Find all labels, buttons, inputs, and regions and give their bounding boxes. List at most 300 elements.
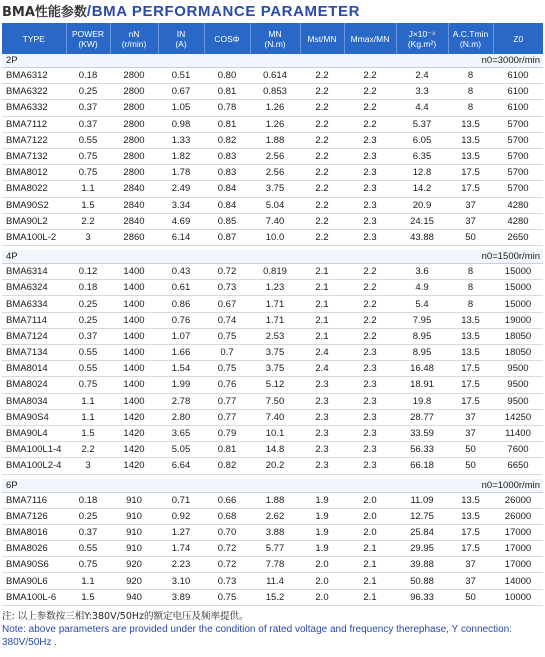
table-cell: 1.66	[158, 345, 204, 361]
motor-type-cell: BMA7134	[2, 345, 66, 361]
table-cell: 2.2	[300, 84, 344, 100]
table-cell: 5700	[493, 116, 543, 132]
table-cell: 1.74	[158, 541, 204, 557]
table-cell: 7600	[493, 442, 543, 458]
table-cell: 2.3	[344, 361, 396, 377]
table-row	[2, 280, 543, 296]
table-row	[2, 345, 543, 361]
table-row	[2, 573, 543, 589]
table-cell: 2.2	[344, 264, 396, 280]
table-cell: 0.86	[158, 296, 204, 312]
table-cell: 2.3	[344, 213, 396, 229]
table-cell: 2.3	[344, 181, 396, 197]
motor-type-cell: BMA90S4	[2, 409, 66, 425]
table-row	[2, 68, 543, 84]
table-cell: 0.76	[204, 377, 250, 393]
table-cell: 3.75	[250, 181, 300, 197]
table-row	[2, 442, 543, 458]
table-cell: 2800	[110, 84, 158, 100]
table-row	[2, 393, 543, 409]
table-cell: 2.0	[300, 573, 344, 589]
table-cell: 1.78	[158, 165, 204, 181]
motor-type-cell: BMA7124	[2, 328, 66, 344]
table-cell: 5700	[493, 181, 543, 197]
table-cell: 17.5	[448, 524, 493, 540]
column-header-label: TYPE	[22, 33, 45, 44]
table-cell: 0.67	[158, 84, 204, 100]
table-cell: 3.10	[158, 573, 204, 589]
table-cell: 0.37	[66, 328, 110, 344]
table-cell: 910	[110, 508, 158, 524]
table-cell: 11400	[493, 425, 543, 441]
table-cell: 4280	[493, 197, 543, 213]
column-header-label: A.C.Tmin	[452, 28, 489, 39]
table-cell: 7.50	[250, 393, 300, 409]
table-cell: 5.05	[158, 442, 204, 458]
table-cell: 8.95	[396, 345, 448, 361]
table-cell: 2840	[110, 213, 158, 229]
table-cell: 17.5	[448, 361, 493, 377]
table-cell: 6650	[493, 458, 543, 474]
table-cell: 17.5	[448, 393, 493, 409]
table-cell: 2.0	[344, 524, 396, 540]
table-cell: 7.78	[250, 557, 300, 573]
table-cell: 37	[448, 197, 493, 213]
table-cell: 2.2	[344, 280, 396, 296]
table-cell: 6.14	[158, 229, 204, 245]
table-cell: 0.68	[204, 508, 250, 524]
table-cell: 1.9	[300, 508, 344, 524]
table-cell: 1.71	[250, 296, 300, 312]
table-cell: 0.84	[204, 181, 250, 197]
table-cell: 13.5	[448, 508, 493, 524]
table-cell: 50	[448, 442, 493, 458]
table-cell: 2.2	[300, 229, 344, 245]
performance-table	[2, 23, 543, 606]
table-cell: 2.1	[300, 328, 344, 344]
table-cell: 0.81	[204, 116, 250, 132]
column-header	[493, 23, 543, 54]
table-cell: 1.26	[250, 116, 300, 132]
motor-type-cell: BMA90L4	[2, 425, 66, 441]
motor-type-cell: BMA7126	[2, 508, 66, 524]
table-row	[2, 264, 543, 280]
table-cell: 13.5	[448, 312, 493, 328]
table-cell: 0.79	[204, 425, 250, 441]
table-cell: 2.3	[344, 393, 396, 409]
table-cell: 0.18	[66, 68, 110, 84]
table-cell: 0.55	[66, 345, 110, 361]
synchronous-speed-label: n0=1000r/min	[158, 479, 543, 493]
table-cell: 1420	[110, 425, 158, 441]
table-cell: 0.37	[66, 116, 110, 132]
footnote	[2, 610, 543, 649]
table-cell: 16.48	[396, 361, 448, 377]
table-cell: 0.61	[158, 280, 204, 296]
table-cell: 2.2	[344, 312, 396, 328]
table-cell: 50	[448, 458, 493, 474]
table-cell: 2.3	[344, 197, 396, 213]
table-cell: 0.7	[204, 345, 250, 361]
table-cell: 5.37	[396, 116, 448, 132]
table-cell: 1.5	[66, 589, 110, 605]
column-header-unit: (N.m)	[264, 38, 286, 49]
table-cell: 2.3	[300, 393, 344, 409]
table-cell: 3.3	[396, 84, 448, 100]
table-row	[2, 377, 543, 393]
table-cell: 0.71	[158, 492, 204, 508]
table-row	[2, 229, 543, 245]
table-cell: 2840	[110, 181, 158, 197]
table-row	[2, 508, 543, 524]
table-cell: 3	[66, 458, 110, 474]
table-cell: 10000	[493, 589, 543, 605]
motor-type-cell: BMA100L-2	[2, 229, 66, 245]
table-cell: 2.3	[344, 425, 396, 441]
table-cell: 43.88	[396, 229, 448, 245]
motor-type-cell: BMA8016	[2, 524, 66, 540]
table-cell: 8	[448, 100, 493, 116]
table-cell: 26000	[493, 508, 543, 524]
table-cell: 29.95	[396, 541, 448, 557]
table-cell: 17.5	[448, 377, 493, 393]
table-cell: 0.75	[204, 328, 250, 344]
table-cell: 2800	[110, 68, 158, 84]
table-cell: 5.4	[396, 296, 448, 312]
table-cell: 20.9	[396, 197, 448, 213]
motor-type-cell: BMA6312	[2, 68, 66, 84]
table-cell: 7.40	[250, 409, 300, 425]
table-cell: 0.70	[204, 524, 250, 540]
table-cell: 0.819	[250, 264, 300, 280]
page-title	[0, 0, 545, 23]
table-cell: 0.67	[204, 296, 250, 312]
table-cell: 37	[448, 213, 493, 229]
table-cell: 0.55	[66, 132, 110, 148]
motor-type-cell: BMA6332	[2, 100, 66, 116]
column-header-label: nN	[128, 28, 140, 39]
table-cell: 37	[448, 425, 493, 441]
table-cell: 1400	[110, 296, 158, 312]
table-cell: 0.74	[204, 312, 250, 328]
pole-label: 4P	[2, 250, 158, 264]
motor-type-cell: BMA8012	[2, 165, 66, 181]
table-row	[2, 213, 543, 229]
table-cell: 0.55	[66, 361, 110, 377]
table-cell: 2.3	[344, 229, 396, 245]
table-cell: 910	[110, 524, 158, 540]
table-cell: 0.81	[204, 442, 250, 458]
motor-type-cell: BMA90S6	[2, 557, 66, 573]
table-row	[2, 328, 543, 344]
table-cell: 2800	[110, 116, 158, 132]
motor-type-cell: BMA7132	[2, 148, 66, 164]
column-header	[110, 23, 158, 54]
table-cell: 13.5	[448, 345, 493, 361]
table-row	[2, 148, 543, 164]
column-header-unit: (Kg.m²)	[407, 38, 437, 49]
motor-type-cell: BMA8022	[2, 181, 66, 197]
table-cell: 0.77	[204, 409, 250, 425]
table-cell: 17000	[493, 541, 543, 557]
table-cell: 5.77	[250, 541, 300, 557]
pole-label: 6P	[2, 479, 158, 493]
table-cell: 2.1	[344, 557, 396, 573]
table-cell: 10.1	[250, 425, 300, 441]
table-cell: 2.2	[300, 116, 344, 132]
table-cell: 2.1	[344, 573, 396, 589]
table-cell: 15.2	[250, 589, 300, 605]
table-row	[2, 361, 543, 377]
table-cell: 39.88	[396, 557, 448, 573]
table-cell: 14000	[493, 573, 543, 589]
motor-type-cell: BMA8024	[2, 377, 66, 393]
table-cell: 2.2	[344, 68, 396, 84]
table-cell: 1400	[110, 312, 158, 328]
table-cell: 4280	[493, 213, 543, 229]
table-cell: 8	[448, 280, 493, 296]
table-cell: 0.72	[204, 264, 250, 280]
table-cell: 2.0	[344, 508, 396, 524]
table-cell: 37	[448, 573, 493, 589]
table-cell: 0.80	[204, 68, 250, 84]
table-cell: 2.1	[300, 280, 344, 296]
table-cell: 2.2	[66, 442, 110, 458]
footnote-en: Note: above parameters are provided under the condition of rated voltage and frequency therephase, Y connection: 380V/50Hz .	[2, 623, 512, 648]
table-cell: 2800	[110, 165, 158, 181]
table-cell: 13.5	[448, 328, 493, 344]
motor-type-cell: BMA7122	[2, 132, 66, 148]
table-row	[2, 409, 543, 425]
table-cell: 3.6	[396, 264, 448, 280]
table-cell: 2840	[110, 197, 158, 213]
table-cell: 2.3	[344, 148, 396, 164]
table-cell: 1.88	[250, 492, 300, 508]
table-cell: 8	[448, 84, 493, 100]
table-cell: 13.5	[448, 492, 493, 508]
table-cell: 6.64	[158, 458, 204, 474]
table-cell: 50	[448, 229, 493, 245]
table-cell: 1.82	[158, 148, 204, 164]
table-cell: 2.4	[396, 68, 448, 84]
table-cell: 2.2	[344, 328, 396, 344]
table-cell: 12.8	[396, 165, 448, 181]
table-cell: 1.5	[66, 425, 110, 441]
table-cell: 0.25	[66, 312, 110, 328]
motor-type-cell: BMA7112	[2, 116, 66, 132]
table-cell: 1.07	[158, 328, 204, 344]
table-cell: 920	[110, 573, 158, 589]
table-cell: 1.9	[300, 492, 344, 508]
table-cell: 940	[110, 589, 158, 605]
table-cell: 2.3	[344, 165, 396, 181]
column-header-unit: (r/min)	[121, 38, 147, 49]
table-cell: 2.3	[300, 442, 344, 458]
table-cell: 2.2	[300, 213, 344, 229]
table-cell: 1.9	[300, 541, 344, 557]
table-cell: 1400	[110, 377, 158, 393]
table-cell: 4.9	[396, 280, 448, 296]
table-cell: 37	[448, 409, 493, 425]
table-row	[2, 181, 543, 197]
motor-type-cell: BMA8026	[2, 541, 66, 557]
column-header	[204, 23, 250, 54]
table-cell: 7.95	[396, 312, 448, 328]
column-header	[158, 23, 204, 54]
title-en: /BMA PERFORMANCE PARAMETER	[86, 3, 361, 20]
table-cell: 0.72	[204, 541, 250, 557]
table-row	[2, 541, 543, 557]
table-cell: 0.75	[66, 557, 110, 573]
column-header	[66, 23, 110, 54]
table-cell: 2860	[110, 229, 158, 245]
table-cell: 2.3	[344, 442, 396, 458]
table-cell: 0.37	[66, 100, 110, 116]
motor-type-cell: BMA7114	[2, 312, 66, 328]
motor-type-cell: BMA6322	[2, 84, 66, 100]
table-cell: 2.3	[300, 409, 344, 425]
table-cell: 37	[448, 557, 493, 573]
table-cell: 2.2	[344, 84, 396, 100]
table-cell: 0.82	[204, 132, 250, 148]
table-body	[2, 54, 543, 605]
table-cell: 0.72	[204, 557, 250, 573]
table-row	[2, 116, 543, 132]
table-cell: 6.35	[396, 148, 448, 164]
table-cell: 17000	[493, 557, 543, 573]
motor-type-cell: BMA6334	[2, 296, 66, 312]
table-cell: 9500	[493, 377, 543, 393]
column-header-label: Mst/MN	[307, 33, 337, 44]
table-cell: 2.2	[66, 213, 110, 229]
table-cell: 18.91	[396, 377, 448, 393]
table-cell: 1400	[110, 328, 158, 344]
table-cell: 920	[110, 557, 158, 573]
table-cell: 2.3	[300, 458, 344, 474]
table-row	[2, 197, 543, 213]
table-cell: 18050	[493, 345, 543, 361]
table-cell: 2.0	[344, 492, 396, 508]
table-cell: 2.2	[300, 165, 344, 181]
table-cell: 2.2	[300, 100, 344, 116]
table-row	[2, 84, 543, 100]
table-cell: 1.71	[250, 312, 300, 328]
table-cell: 1.33	[158, 132, 204, 148]
table-cell: 1400	[110, 393, 158, 409]
table-row	[2, 165, 543, 181]
table-cell: 0.43	[158, 264, 204, 280]
table-cell: 0.77	[204, 393, 250, 409]
table-cell: 2.1	[344, 589, 396, 605]
column-header-label: Z0	[513, 33, 524, 44]
table-cell: 3.75	[250, 361, 300, 377]
table-row	[2, 524, 543, 540]
table-cell: 0.75	[66, 148, 110, 164]
table-cell: 2.56	[250, 165, 300, 181]
table-cell: 2.56	[250, 148, 300, 164]
table-cell: 2800	[110, 100, 158, 116]
table-cell: 2.0	[300, 557, 344, 573]
table-cell: 2.3	[300, 425, 344, 441]
table-cell: 2.4	[300, 345, 344, 361]
table-cell: 2800	[110, 132, 158, 148]
column-header-unit: (A)	[175, 38, 187, 49]
table-cell: 8	[448, 296, 493, 312]
table-cell: 0.84	[204, 197, 250, 213]
column-header-label: POWER	[71, 28, 105, 39]
table-cell: 0.25	[66, 508, 110, 524]
table-cell: 6100	[493, 68, 543, 84]
table-cell: 0.83	[204, 148, 250, 164]
table-cell: 1400	[110, 264, 158, 280]
table-cell: 1.88	[250, 132, 300, 148]
table-cell: 0.51	[158, 68, 204, 84]
table-cell: 2.1	[300, 296, 344, 312]
table-cell: 14250	[493, 409, 543, 425]
table-cell: 1420	[110, 442, 158, 458]
table-cell: 0.18	[66, 492, 110, 508]
table-cell: 4.69	[158, 213, 204, 229]
table-cell: 2.1	[344, 541, 396, 557]
header-row	[2, 23, 543, 54]
column-header-unit: (N.m)	[459, 38, 482, 49]
table-cell: 6.05	[396, 132, 448, 148]
table-cell: 66.18	[396, 458, 448, 474]
table-cell: 3.75	[250, 345, 300, 361]
motor-type-cell: BMA100L2-4	[2, 458, 66, 474]
table-cell: 0.66	[204, 492, 250, 508]
table-cell: 2.49	[158, 181, 204, 197]
title-cn: BMA性能参数	[2, 5, 87, 20]
table-cell: 910	[110, 541, 158, 557]
table-cell: 1.99	[158, 377, 204, 393]
table-cell: 0.85	[204, 213, 250, 229]
table-row	[2, 492, 543, 508]
column-header	[300, 23, 344, 54]
table-cell: 2.0	[300, 589, 344, 605]
table-cell: 50.88	[396, 573, 448, 589]
table-cell: 5700	[493, 132, 543, 148]
table-cell: 0.83	[204, 165, 250, 181]
table-cell: 1.9	[300, 524, 344, 540]
table-cell: 2800	[110, 148, 158, 164]
table-cell: 910	[110, 492, 158, 508]
table-cell: 3.65	[158, 425, 204, 441]
column-header-label: Mmax/MN	[350, 33, 390, 44]
table-cell: 2.78	[158, 393, 204, 409]
table-cell: 0.78	[204, 100, 250, 116]
column-header-unit: (KW)	[78, 38, 98, 49]
table-cell: 2.1	[300, 264, 344, 280]
motor-type-cell: BMA100L1-4	[2, 442, 66, 458]
table-cell: 1.05	[158, 100, 204, 116]
table-cell: 13.5	[448, 132, 493, 148]
footnote-cn: 注: 以上参数按三相Y:380V/50Hz的额定电压及频率提供。	[2, 610, 249, 622]
column-header-label: J×10⁻⁴	[408, 28, 436, 39]
table-cell: 3.34	[158, 197, 204, 213]
table-cell: 0.82	[204, 458, 250, 474]
table-cell: 12.75	[396, 508, 448, 524]
table-cell: 6100	[493, 100, 543, 116]
table-cell: 5.04	[250, 197, 300, 213]
table-cell: 17.5	[448, 165, 493, 181]
table-cell: 2.1	[300, 312, 344, 328]
table-cell: 0.73	[204, 573, 250, 589]
column-header	[448, 23, 493, 54]
table-cell: 8	[448, 264, 493, 280]
table-cell: 1.1	[66, 409, 110, 425]
table-cell: 2.3	[344, 377, 396, 393]
